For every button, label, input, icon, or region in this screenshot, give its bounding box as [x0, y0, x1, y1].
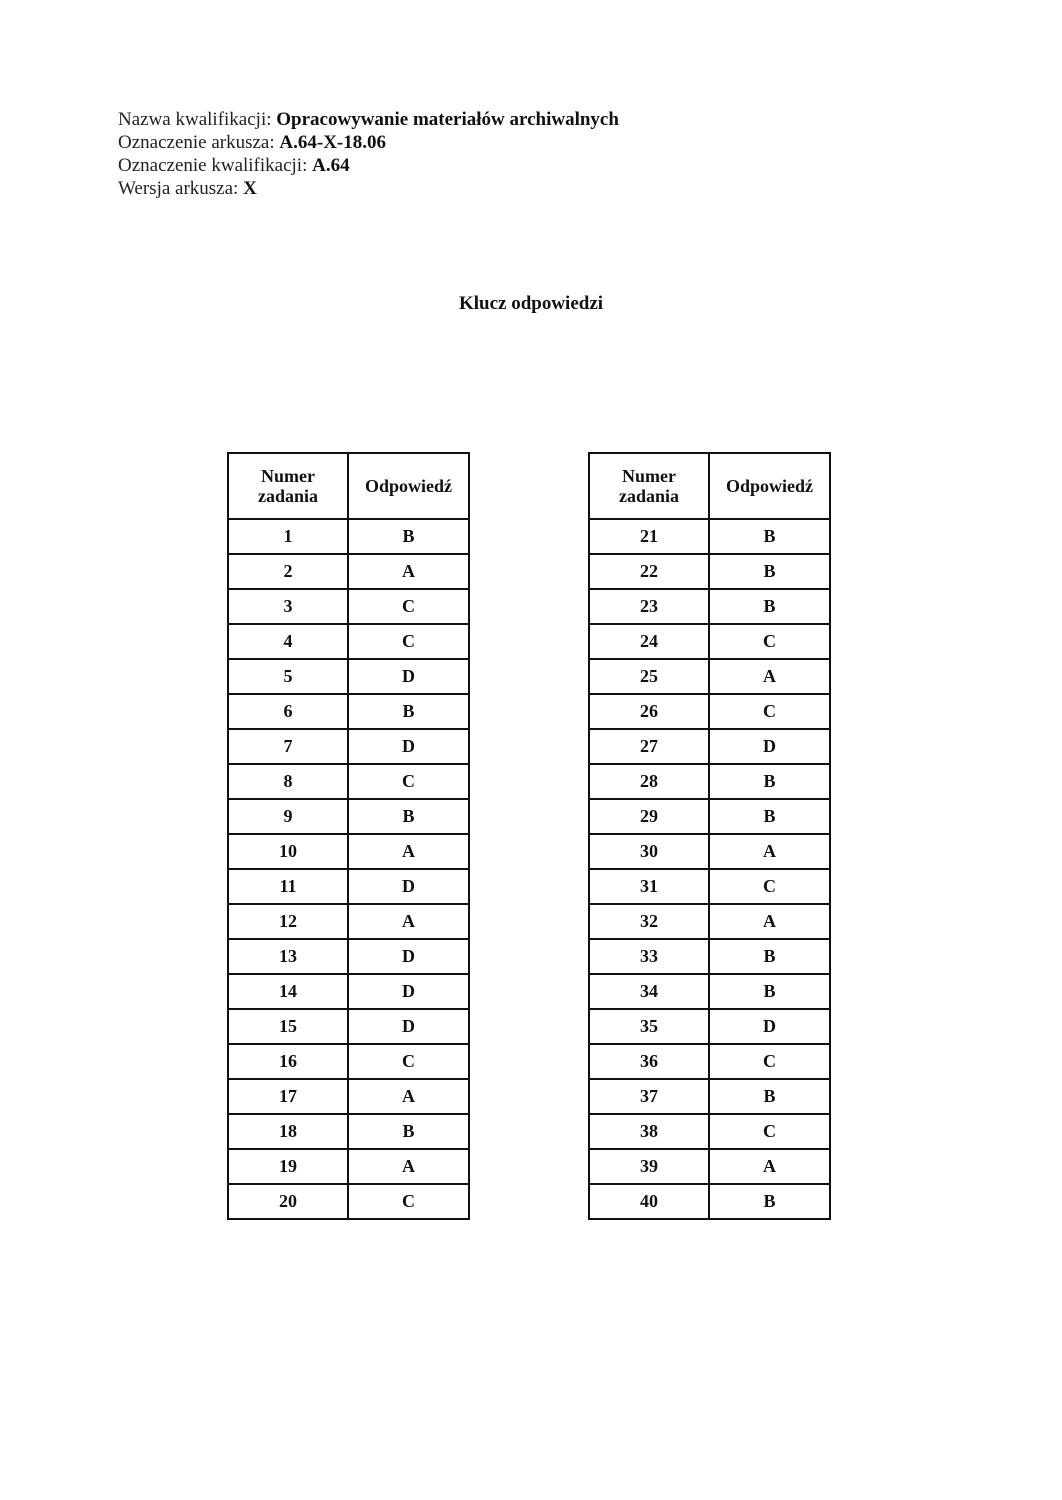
- table-row: [589, 694, 830, 729]
- answer-cell: C: [348, 589, 469, 624]
- table-row: [228, 869, 469, 904]
- table-row: [228, 1079, 469, 1114]
- answer-cell: B: [348, 694, 469, 729]
- table-row: [228, 1044, 469, 1079]
- column-header-answer: Odpowiedź: [709, 453, 830, 519]
- question-number-cell: 14: [228, 974, 348, 1009]
- sheet-version-label: Wersja arkusza:: [118, 178, 239, 199]
- table-row: [589, 1114, 830, 1149]
- qualification-name-label: Nazwa kwalifikacji:: [118, 109, 272, 130]
- question-number-cell: 7: [228, 729, 348, 764]
- table-row: [228, 554, 469, 589]
- table-row: [228, 1184, 469, 1219]
- answer-cell: C: [348, 624, 469, 659]
- answer-cell: B: [709, 519, 830, 554]
- answer-cell: A: [709, 1149, 830, 1184]
- table-row: [589, 589, 830, 624]
- answer-cell: B: [709, 974, 830, 1009]
- answer-cell: A: [348, 554, 469, 589]
- answer-cell: A: [348, 904, 469, 939]
- table-row: [228, 624, 469, 659]
- table-row: [589, 729, 830, 764]
- answer-cell: C: [709, 1114, 830, 1149]
- answer-cell: A: [348, 1079, 469, 1114]
- sheet-code-value: A.64-X-18.06: [279, 132, 387, 153]
- answer-cell: C: [709, 694, 830, 729]
- answer-cell: A: [348, 1149, 469, 1184]
- question-number-cell: 8: [228, 764, 348, 799]
- answer-cell: A: [709, 834, 830, 869]
- sheet-code-label: Oznaczenie arkusza:: [118, 132, 275, 153]
- answer-cell: C: [348, 1184, 469, 1219]
- column-header-number: [228, 453, 348, 519]
- question-number-cell: 19: [228, 1149, 348, 1184]
- question-number-cell: 2: [228, 554, 348, 589]
- question-number-cell: 33: [589, 939, 709, 974]
- question-number-cell: 29: [589, 799, 709, 834]
- table-row: [589, 1079, 830, 1114]
- qualification-code-label: Oznaczenie kwalifikacji:: [118, 155, 308, 176]
- question-number-cell: 11: [228, 869, 348, 904]
- sheet-version-row: [118, 177, 619, 200]
- answer-cell: D: [709, 729, 830, 764]
- question-number-cell: 1: [228, 519, 348, 554]
- answer-cell: B: [709, 1079, 830, 1114]
- answer-cell: C: [348, 764, 469, 799]
- question-number-cell: 12: [228, 904, 348, 939]
- table-row: [228, 799, 469, 834]
- table-header-row: [589, 453, 830, 519]
- question-number-cell: 4: [228, 624, 348, 659]
- table-row: [589, 1044, 830, 1079]
- question-number-cell: 37: [589, 1079, 709, 1114]
- answer-cell: D: [348, 939, 469, 974]
- answer-cell: C: [709, 624, 830, 659]
- table-row: [228, 1149, 469, 1184]
- question-number-cell: 39: [589, 1149, 709, 1184]
- table-row: [589, 519, 830, 554]
- question-number-cell: 20: [228, 1184, 348, 1219]
- table-row: [228, 1009, 469, 1044]
- question-number-cell: 36: [589, 1044, 709, 1079]
- table-row: [589, 1149, 830, 1184]
- answer-cell: B: [709, 764, 830, 799]
- question-number-cell: 22: [589, 554, 709, 589]
- question-number-cell: 31: [589, 869, 709, 904]
- question-number-cell: 30: [589, 834, 709, 869]
- question-number-cell: 38: [589, 1114, 709, 1149]
- answer-cell: D: [348, 1009, 469, 1044]
- qualification-code-row: [118, 154, 619, 177]
- question-number-cell: 21: [589, 519, 709, 554]
- question-number-cell: 6: [228, 694, 348, 729]
- table-row: [589, 659, 830, 694]
- question-number-cell: 13: [228, 939, 348, 974]
- question-number-cell: 16: [228, 1044, 348, 1079]
- qualification-code-value: A.64: [312, 155, 350, 176]
- page-title: Klucz odpowiedzi: [458, 293, 604, 314]
- answer-cell: D: [348, 659, 469, 694]
- answer-cell: B: [348, 799, 469, 834]
- question-number-cell: 5: [228, 659, 348, 694]
- answer-key-table-left: [227, 452, 470, 1220]
- column-header-answer: Odpowiedź: [348, 453, 469, 519]
- table-row: [228, 974, 469, 1009]
- table-row: [228, 904, 469, 939]
- question-number-cell: 34: [589, 974, 709, 1009]
- question-number-cell: 26: [589, 694, 709, 729]
- table-row: [228, 834, 469, 869]
- question-number-cell: 15: [228, 1009, 348, 1044]
- answer-cell: C: [348, 1044, 469, 1079]
- table-row: [228, 939, 469, 974]
- answer-cell: B: [709, 939, 830, 974]
- qualification-name-value: Opracowywanie materiałów archiwalnych: [276, 109, 619, 130]
- question-number-cell: 3: [228, 589, 348, 624]
- answer-cell: C: [709, 1044, 830, 1079]
- table-row: [589, 764, 830, 799]
- column-header-number-label: Numer zadania: [257, 466, 318, 506]
- column-header-number-label: Numer zadania: [618, 466, 679, 506]
- answer-cell: B: [709, 554, 830, 589]
- question-number-cell: 23: [589, 589, 709, 624]
- table-row: [228, 729, 469, 764]
- answer-cell: B: [348, 1114, 469, 1149]
- answer-cell: A: [709, 904, 830, 939]
- answer-cell: A: [709, 659, 830, 694]
- question-number-cell: 10: [228, 834, 348, 869]
- table-row: [228, 1114, 469, 1149]
- question-number-cell: 24: [589, 624, 709, 659]
- table-row: [589, 974, 830, 1009]
- qualification-name-row: [118, 108, 619, 131]
- answer-key-table-right: [588, 452, 831, 1220]
- table-row: [228, 519, 469, 554]
- table-row: [228, 589, 469, 624]
- table-row: [228, 694, 469, 729]
- question-number-cell: 9: [228, 799, 348, 834]
- table-row: [589, 624, 830, 659]
- answer-cell: B: [348, 519, 469, 554]
- answer-cell: D: [348, 869, 469, 904]
- sheet-code-row: [118, 131, 619, 154]
- answer-cell: B: [709, 799, 830, 834]
- table-row: [589, 554, 830, 589]
- table-row: [589, 1184, 830, 1219]
- question-number-cell: 27: [589, 729, 709, 764]
- table-row: [228, 659, 469, 694]
- question-number-cell: 25: [589, 659, 709, 694]
- table-row: [589, 869, 830, 904]
- answer-cell: B: [709, 1184, 830, 1219]
- table-row: [589, 939, 830, 974]
- question-number-cell: 32: [589, 904, 709, 939]
- document-header: [118, 108, 619, 200]
- table-row: [589, 834, 830, 869]
- answer-cell: D: [348, 974, 469, 1009]
- answer-cell: D: [348, 729, 469, 764]
- table-row: [589, 1009, 830, 1044]
- question-number-cell: 28: [589, 764, 709, 799]
- answer-cell: B: [709, 589, 830, 624]
- table-row: [589, 904, 830, 939]
- table-row: [228, 764, 469, 799]
- answer-cell: C: [709, 869, 830, 904]
- question-number-cell: 35: [589, 1009, 709, 1044]
- answer-cell: A: [348, 834, 469, 869]
- question-number-cell: 40: [589, 1184, 709, 1219]
- question-number-cell: 17: [228, 1079, 348, 1114]
- question-number-cell: 18: [228, 1114, 348, 1149]
- column-header-number: [589, 453, 709, 519]
- sheet-version-value: X: [243, 178, 257, 199]
- table-header-row: [228, 453, 469, 519]
- answer-cell: D: [709, 1009, 830, 1044]
- table-row: [589, 799, 830, 834]
